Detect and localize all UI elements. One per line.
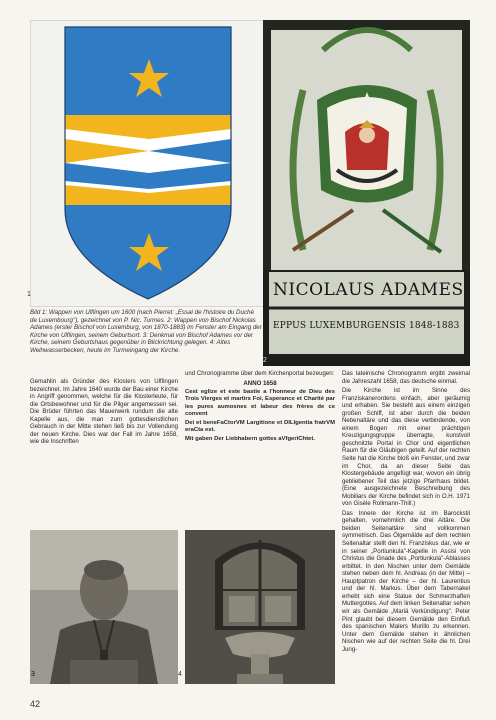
chronogram-german: Mit gaben Der Liebhabern gottes aVfgeriChtet. [185, 436, 315, 443]
coat-of-arms-shield [31, 21, 263, 306]
coat-of-arms-ulflingen [27, 20, 264, 307]
column-3-text [342, 370, 470, 655]
figure-number-4: 4 [178, 671, 182, 678]
figure-number-2: 2 [263, 357, 267, 364]
column-3-paragraph-1: Das lateinische Chronogramm ergibt zweimal die Jahreszahl 1658, das deutsche einmal. [342, 370, 470, 385]
chronogram-intro: und Chronogramme über dem Kirchenportal bezeugen: [185, 370, 335, 377]
column-2-text [185, 370, 335, 446]
page-number: 42 [30, 699, 41, 709]
figure-number-3: 3 [31, 671, 35, 678]
column-3-paragraph-2: Die Kirche ist im Sinne des Franziskanerordens einfach, aber geräumig und erhaben. Sie besteht aus einem einzigen großen Schiff, ist aber durch die beiden Nebenaltäre und das diese verbindende, von einem Bogen mit einer prächtigen Kreuzigungsgruppe überragte, kunstvoll geschnitzte Portal in Chor und eigentlichen Raum für die Gläubigen geteilt. Auf der rechten Seite hat die Kirche bloß ein Fenster, und zwar im Chor, da an dieser Seite das Klostergebäude angefügt war, wovon ein übrig gebliebener Teil das jetzige Pfarrhaus bildet. (Eine ausgezeichnete Beschreibung des Mobiliars der Kirche befindet sich in O.H. 1971 von Gisèle Rollmann-Thill.) [342, 387, 470, 508]
column-3-paragraph-3: Das Innere der Kirche ist im Barockstil gehalten, vornehmlich die drei Altäre. Die beiden Seitenaltäre sind vollkommen symmetrisch. Das Ölgemälde auf dem rechten Seitenaltar stellt den hl. Franziskus dar, wie er in seiner „Portiunkula"-Kapelle in Assisi von Christus die Gnade des „Portiunkula"-Ablasses erbittet. In den Nischen unter dem Gemälde stehen neben dem hl. Andreas (in der Mitte) – Hauptpatron der Kirche – der hl. Laurentius und der hl. Markus. Über dem Tabernakel erhebt sich eine Statue der Schmerzhaften Muttergottes. Auf dem linken Seitenaltar sehen wir als Gemälde „Mariä Verkündigung". Peter Pint glaubt bei diesem Gemälde den Einfluß des spanischen Malers Murillo zu erkennen. Unter dem Gemälde stehen in ähnlichen Nischen wie auf der rechten Seite die hl. Drei Jung- [342, 509, 470, 653]
column-1-text [30, 378, 178, 448]
window-inscription-name: NICOLAUS ADAMES [273, 280, 464, 300]
stained-glass-art [263, 20, 470, 366]
figure-number-1: 1 [27, 291, 31, 298]
bust-illustration [30, 530, 178, 684]
stained-glass-window [263, 20, 470, 366]
window-inscription-title: EPPUS LUXEMBURGENSIS 1848-1883 [273, 321, 460, 331]
chronogram-french: Cest eglize et este bastie a l'honneur de Dieu des Trois Vierges et martirs Foi, Esperance et Charité par les pures aumosnes et labeur des frères de ce convent [185, 389, 335, 417]
figure-caption: Bild 1: Wappen von Ulflingen um 1600 (nach Pierret: „Essai de l'histoire du Duché de Luxembourg"), gezeichnet von P. Nic. Turmes. 2: Wappen von Bischof Nickolas Adames (erster Bischof von Luxemburg, von 1870-1883) im Fenster am Eingang der Kirche von Ulflingen, seinem Geburtsort. 3: Denkmal von Bischof Adames vor der Kirche, seinem Geburtshaus gegenüber in Blickrichtung gelegen. 4: Altes Weihwasserbecken, heute im Turmeingang der Kirche. [30, 309, 262, 354]
holy-water-basin-photo [178, 530, 335, 684]
basin-illustration [185, 530, 335, 684]
chronogram-year: ANNO 1658 [243, 379, 277, 387]
bishop-bust-photo [30, 530, 178, 684]
column-1-paragraph: Gemahlin als Gründer des Klosters von Ulflingen bezeichnet. Im Jahre 1640 wurde der Bau einer Kirche in Angriff genommen, welche für die Klosterleute, für die Ortsbewohner und für die Pilger angemessen sei. Die Brüder führten das Mauerwerk rundum die alte Kapelle aus, die man zum gottesdienstlichen Gebrauch in der Mitte stehen ließ bis zur Vollendung der neuen Kirche. Dies war der Fall im Jahre 1658, wie die Inschriften [30, 378, 178, 446]
chronogram-latin: Dei et beneFaCtorVM Largitione et DILIgentia fratrVM eraCta est. [185, 419, 335, 434]
